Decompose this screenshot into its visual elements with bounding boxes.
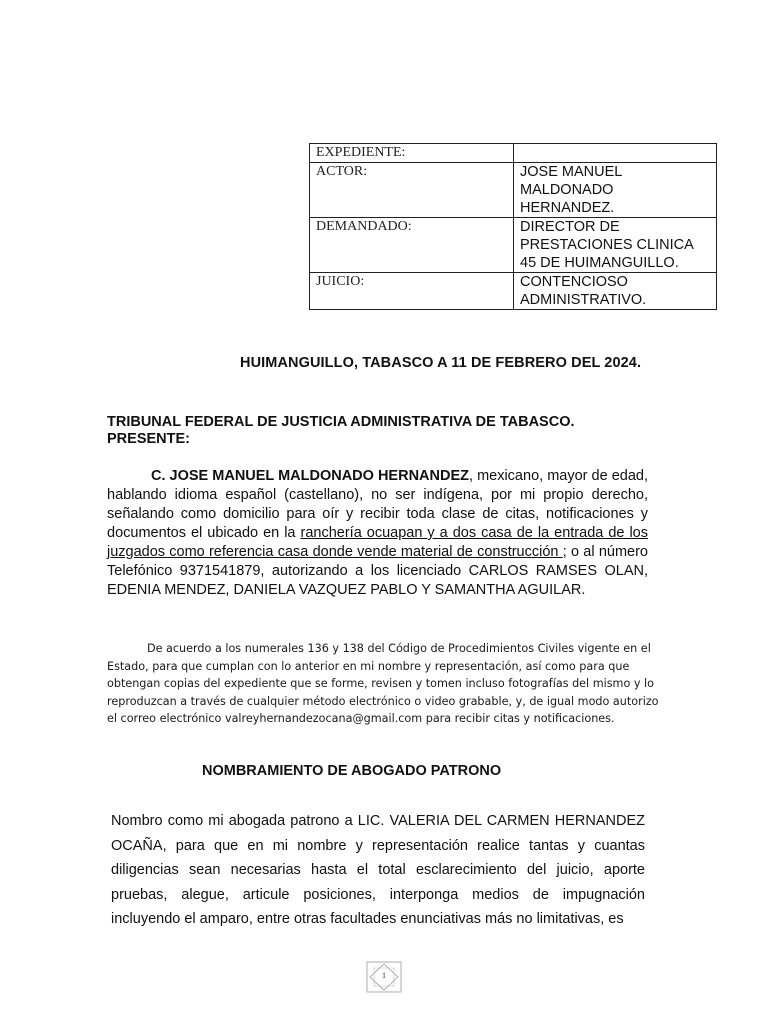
case-info-table	[309, 143, 717, 310]
case-row-expediente	[310, 144, 717, 163]
page-number: 1	[382, 971, 386, 980]
authorization-paragraph: De acuerdo a los numerales 136 y 138 del Código de Procedimientos Civiles vigente en el Estado, para que cumplan con lo anterior en mi nombre y representación, así como para que obtengan copias del expediente que se forme, revisen y tomen incluso fotografías del mismo y lo reproduzcan a través de cualquier método electrónico o video grabable, y, de igual modo autorizo el correo electrónico valreyhernandezocana@gmail.com para recibir citas y notificaciones.	[107, 642, 659, 725]
appointment-paragraph: Nombro como mi abogada patrono a LIC. VALERIA DEL CARMEN HERNANDEZ OCAÑA, para que en mi nombre y representación realice tantas y cuantas diligencias sean necesarias hasta el total esclarecimiento del juicio, aporte pruebas, alegue, articule posiciones, interponga medios de impugnación incluyendo el amparo, entre otras facultades enunciativas más no limitativas, es	[111, 813, 645, 928]
case-value: DIRECTOR DE PRESTACIONES CLINICA 45 DE HUIMANGUILLO.	[514, 218, 717, 273]
section-title: NOMBRAMIENTO DE ABOGADO PATRONO	[202, 763, 502, 779]
case-label: JUICIO:	[310, 273, 514, 310]
case-row-demandado	[310, 218, 717, 273]
place-and-date: HUIMANGUILLO, TABASCO A 11 DE FEBRERO DEL 2024.	[240, 355, 642, 371]
case-row-juicio	[310, 273, 717, 310]
case-value: JOSE MANUEL MALDONADO HERNANDEZ.	[514, 163, 717, 218]
case-label: ACTOR:	[310, 163, 514, 218]
case-label: EXPEDIENTE:	[310, 144, 514, 163]
case-label: DEMANDADO:	[310, 218, 514, 273]
case-value: CONTENCIOSO ADMINISTRATIVO.	[514, 273, 717, 310]
intro-text-continued: ; o al número Telefónico 9371541879, autorizando a los licenciado CARLOS RAMSES OLAN, EDENIA MENDEZ, DANIELA VAZQUEZ PABLO Y SAMANTHA AGUILAR.	[107, 544, 648, 598]
page-number-badge	[366, 961, 402, 993]
plaintiff-name: C. JOSE MANUEL MALDONADO HERNANDEZ	[151, 468, 469, 484]
addressee-tribunal: TRIBUNAL FEDERAL DE JUSTICIA ADMINISTRATIVA DE TABASCO.	[107, 414, 575, 430]
intro-text: , mexicano, mayor de edad, hablando idioma español (castellano), no ser indígena, por mi propio derecho, señalando como domicilio para oír y recibir toda clase de citas, notificaciones y documentos el ubicado en la	[107, 468, 648, 541]
address-text: ranchería ocuapan y a dos casa de la entrada de los juzgados como referencia casa donde vende material de construcción	[107, 525, 648, 560]
case-value	[514, 144, 717, 163]
addressee-presente: PRESENTE:	[107, 431, 190, 447]
case-row-actor	[310, 163, 717, 218]
addressee-block	[107, 414, 575, 448]
intro-paragraph	[107, 467, 648, 600]
